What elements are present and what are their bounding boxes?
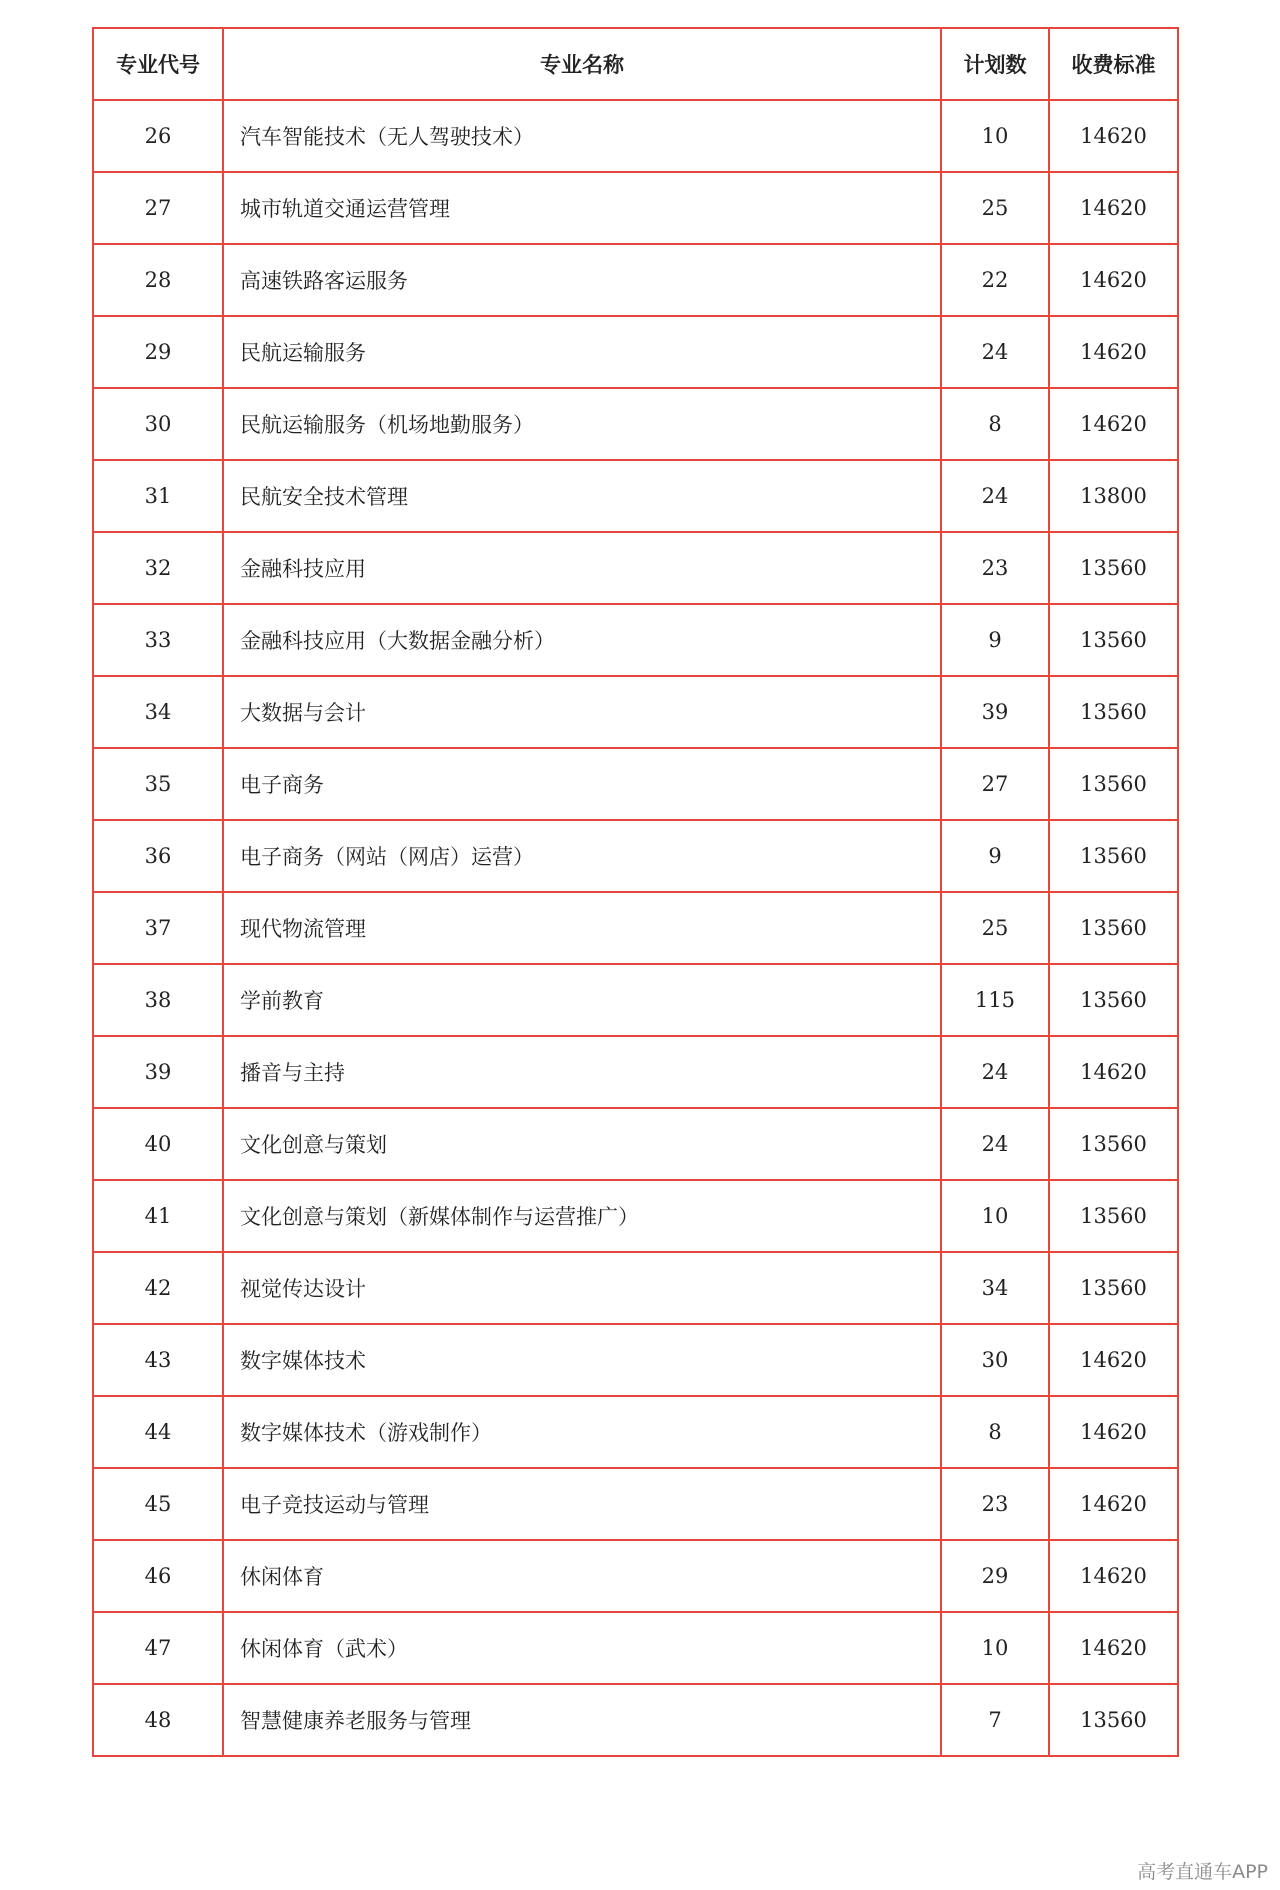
table-row	[93, 604, 1178, 676]
cell-code: 44	[93, 1396, 223, 1468]
table-row	[93, 1468, 1178, 1540]
cell-code: 33	[93, 604, 223, 676]
cell-plan: 22	[941, 244, 1049, 316]
cell-fee: 13560	[1049, 532, 1178, 604]
cell-code: 34	[93, 676, 223, 748]
cell-fee: 13560	[1049, 604, 1178, 676]
table-row	[93, 1612, 1178, 1684]
cell-fee: 13560	[1049, 1108, 1178, 1180]
cell-plan: 39	[941, 676, 1049, 748]
table-row	[93, 1252, 1178, 1324]
cell-plan: 27	[941, 748, 1049, 820]
cell-plan: 23	[941, 1468, 1049, 1540]
table-row	[93, 1180, 1178, 1252]
header-fee: 收费标准	[1049, 28, 1178, 100]
cell-code: 48	[93, 1684, 223, 1756]
cell-name: 文化创意与策划	[223, 1108, 941, 1180]
table-container	[92, 27, 1177, 1757]
cell-plan: 7	[941, 1684, 1049, 1756]
majors-table	[92, 27, 1179, 1757]
table-row	[93, 100, 1178, 172]
cell-code: 27	[93, 172, 223, 244]
cell-fee: 14620	[1049, 1396, 1178, 1468]
cell-name: 电子竞技运动与管理	[223, 1468, 941, 1540]
table-row	[93, 172, 1178, 244]
table-row	[93, 316, 1178, 388]
table-body	[93, 100, 1178, 1756]
cell-name: 电子商务（网站（网店）运营）	[223, 820, 941, 892]
cell-code: 28	[93, 244, 223, 316]
cell-fee: 14620	[1049, 388, 1178, 460]
cell-fee: 14620	[1049, 316, 1178, 388]
cell-name: 智慧健康养老服务与管理	[223, 1684, 941, 1756]
cell-name: 电子商务	[223, 748, 941, 820]
cell-plan: 115	[941, 964, 1049, 1036]
cell-fee: 13560	[1049, 748, 1178, 820]
cell-name: 休闲体育（武术）	[223, 1612, 941, 1684]
table-row	[93, 532, 1178, 604]
cell-plan: 34	[941, 1252, 1049, 1324]
cell-code: 41	[93, 1180, 223, 1252]
cell-name: 金融科技应用（大数据金融分析）	[223, 604, 941, 676]
cell-name: 现代物流管理	[223, 892, 941, 964]
cell-name: 数字媒体技术	[223, 1324, 941, 1396]
table-row	[93, 1396, 1178, 1468]
cell-name: 民航运输服务	[223, 316, 941, 388]
cell-fee: 13560	[1049, 1252, 1178, 1324]
table-row	[93, 244, 1178, 316]
cell-plan: 23	[941, 532, 1049, 604]
cell-code: 46	[93, 1540, 223, 1612]
cell-fee: 13560	[1049, 1180, 1178, 1252]
cell-plan: 24	[941, 460, 1049, 532]
cell-code: 32	[93, 532, 223, 604]
cell-name: 播音与主持	[223, 1036, 941, 1108]
header-row	[93, 28, 1178, 100]
cell-fee: 14620	[1049, 1468, 1178, 1540]
cell-code: 38	[93, 964, 223, 1036]
cell-code: 35	[93, 748, 223, 820]
cell-name: 金融科技应用	[223, 532, 941, 604]
cell-code: 29	[93, 316, 223, 388]
cell-name: 学前教育	[223, 964, 941, 1036]
cell-plan: 24	[941, 1108, 1049, 1180]
cell-code: 31	[93, 460, 223, 532]
cell-fee: 13560	[1049, 1684, 1178, 1756]
cell-fee: 14620	[1049, 1612, 1178, 1684]
table-row	[93, 1324, 1178, 1396]
cell-fee: 14620	[1049, 1540, 1178, 1612]
cell-fee: 14620	[1049, 172, 1178, 244]
cell-name: 民航安全技术管理	[223, 460, 941, 532]
table-row	[93, 388, 1178, 460]
cell-code: 39	[93, 1036, 223, 1108]
cell-name: 高速铁路客运服务	[223, 244, 941, 316]
cell-name: 数字媒体技术（游戏制作）	[223, 1396, 941, 1468]
cell-plan: 8	[941, 388, 1049, 460]
header-code: 专业代号	[93, 28, 223, 100]
header-plan: 计划数	[941, 28, 1049, 100]
cell-fee: 13560	[1049, 892, 1178, 964]
cell-name: 民航运输服务（机场地勤服务）	[223, 388, 941, 460]
table-header	[93, 28, 1178, 100]
cell-plan: 25	[941, 892, 1049, 964]
cell-name: 视觉传达设计	[223, 1252, 941, 1324]
cell-fee: 14620	[1049, 1324, 1178, 1396]
cell-plan: 24	[941, 316, 1049, 388]
cell-plan: 8	[941, 1396, 1049, 1468]
cell-plan: 30	[941, 1324, 1049, 1396]
cell-code: 43	[93, 1324, 223, 1396]
table-row	[93, 1036, 1178, 1108]
cell-code: 45	[93, 1468, 223, 1540]
cell-fee: 13800	[1049, 460, 1178, 532]
cell-plan: 25	[941, 172, 1049, 244]
cell-plan: 10	[941, 100, 1049, 172]
cell-code: 47	[93, 1612, 223, 1684]
cell-code: 37	[93, 892, 223, 964]
cell-code: 40	[93, 1108, 223, 1180]
cell-name: 城市轨道交通运营管理	[223, 172, 941, 244]
cell-plan: 9	[941, 820, 1049, 892]
cell-fee: 14620	[1049, 244, 1178, 316]
table-row	[93, 748, 1178, 820]
table-row	[93, 1108, 1178, 1180]
cell-plan: 10	[941, 1180, 1049, 1252]
cell-code: 30	[93, 388, 223, 460]
cell-code: 36	[93, 820, 223, 892]
table-row	[93, 820, 1178, 892]
cell-fee: 13560	[1049, 820, 1178, 892]
table-row	[93, 676, 1178, 748]
cell-name: 文化创意与策划（新媒体制作与运营推广）	[223, 1180, 941, 1252]
cell-name: 汽车智能技术（无人驾驶技术）	[223, 100, 941, 172]
cell-plan: 10	[941, 1612, 1049, 1684]
cell-code: 26	[93, 100, 223, 172]
cell-fee: 13560	[1049, 964, 1178, 1036]
cell-plan: 29	[941, 1540, 1049, 1612]
watermark-text: 高考直通车APP	[1137, 1861, 1268, 1883]
cell-fee: 14620	[1049, 1036, 1178, 1108]
cell-name: 休闲体育	[223, 1540, 941, 1612]
header-name: 专业名称	[223, 28, 941, 100]
table-row	[93, 1540, 1178, 1612]
cell-plan: 24	[941, 1036, 1049, 1108]
cell-code: 42	[93, 1252, 223, 1324]
table-row	[93, 964, 1178, 1036]
table-row	[93, 1684, 1178, 1756]
cell-fee: 14620	[1049, 100, 1178, 172]
cell-name: 大数据与会计	[223, 676, 941, 748]
cell-plan: 9	[941, 604, 1049, 676]
table-row	[93, 460, 1178, 532]
table-row	[93, 892, 1178, 964]
cell-fee: 13560	[1049, 676, 1178, 748]
